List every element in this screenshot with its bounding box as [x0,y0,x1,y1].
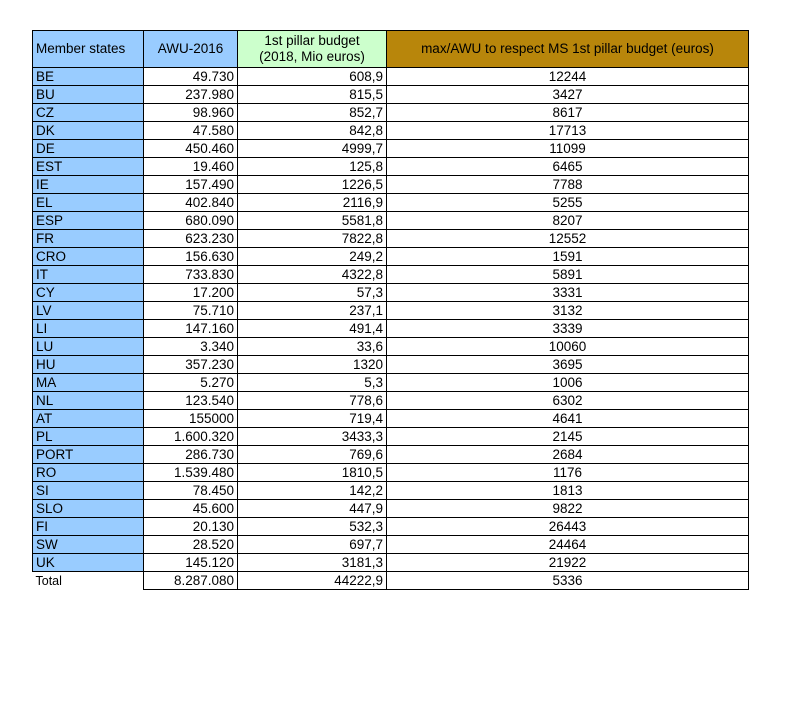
cell-awu: 28.520 [144,536,238,554]
cell-max-per-awu: 2145 [387,428,749,446]
cell-budget: 778,6 [238,392,387,410]
cell-member-state: SLO [33,500,144,518]
cell-member-state: LI [33,320,144,338]
member-states-table [32,30,749,590]
total-max: 5336 [387,572,749,590]
total-awu: 8.287.080 [144,572,238,590]
table-row [33,500,749,518]
cell-budget: 447,9 [238,500,387,518]
table-row [33,68,749,86]
cell-budget: 5581,8 [238,212,387,230]
cell-member-state: CY [33,284,144,302]
cell-max-per-awu: 1176 [387,464,749,482]
table-row [33,122,749,140]
cell-budget: 491,4 [238,320,387,338]
cell-max-per-awu: 4641 [387,410,749,428]
table-row [33,302,749,320]
table-row [33,104,749,122]
cell-awu: 237.980 [144,86,238,104]
cell-awu: 145.120 [144,554,238,572]
cell-member-state: SI [33,482,144,500]
cell-budget: 1810,5 [238,464,387,482]
cell-member-state: AT [33,410,144,428]
cell-max-per-awu: 3695 [387,356,749,374]
cell-budget: 4322,8 [238,266,387,284]
header-max-per-awu: max/AWU to respect MS 1st pillar budget (euros) [387,31,749,68]
cell-max-per-awu: 1813 [387,482,749,500]
cell-budget: 852,7 [238,104,387,122]
cell-awu: 5.270 [144,374,238,392]
cell-budget: 697,7 [238,536,387,554]
cell-awu: 78.450 [144,482,238,500]
cell-budget: 142,2 [238,482,387,500]
cell-max-per-awu: 8617 [387,104,749,122]
cell-budget: 3433,3 [238,428,387,446]
table-row [33,482,749,500]
cell-awu: 402.840 [144,194,238,212]
cell-max-per-awu: 1591 [387,248,749,266]
cell-max-per-awu: 5255 [387,194,749,212]
table-row [33,230,749,248]
table-row [33,140,749,158]
cell-max-per-awu: 12244 [387,68,749,86]
cell-member-state: IT [33,266,144,284]
table-row [33,266,749,284]
cell-budget: 1320 [238,356,387,374]
cell-awu: 1.539.480 [144,464,238,482]
cell-budget: 57,3 [238,284,387,302]
cell-max-per-awu: 1006 [387,374,749,392]
cell-budget: 719,4 [238,410,387,428]
cell-max-per-awu: 6465 [387,158,749,176]
cell-member-state: BU [33,86,144,104]
cell-awu: 45.600 [144,500,238,518]
cell-budget: 769,6 [238,446,387,464]
table-row [33,248,749,266]
cell-awu: 49.730 [144,68,238,86]
cell-max-per-awu: 17713 [387,122,749,140]
cell-awu: 147.160 [144,320,238,338]
table-row [33,446,749,464]
cell-awu: 19.460 [144,158,238,176]
header-budget-line1: 1st pillar budget [264,33,360,48]
cell-member-state: MA [33,374,144,392]
table-row [33,176,749,194]
table-row [33,212,749,230]
cell-budget: 125,8 [238,158,387,176]
cell-member-state: CZ [33,104,144,122]
cell-awu: 1.600.320 [144,428,238,446]
cell-member-state: PORT [33,446,144,464]
cell-budget: 815,5 [238,86,387,104]
cell-max-per-awu: 26443 [387,518,749,536]
cell-member-state: PL [33,428,144,446]
cell-member-state: EL [33,194,144,212]
cell-member-state: SW [33,536,144,554]
table-row [33,518,749,536]
cell-max-per-awu: 3427 [387,86,749,104]
cell-awu: 286.730 [144,446,238,464]
cell-awu: 3.340 [144,338,238,356]
cell-awu: 680.090 [144,212,238,230]
cell-awu: 20.130 [144,518,238,536]
cell-max-per-awu: 5891 [387,266,749,284]
cell-member-state: CRO [33,248,144,266]
cell-max-per-awu: 7788 [387,176,749,194]
table-row [33,338,749,356]
cell-member-state: FR [33,230,144,248]
cell-member-state: LU [33,338,144,356]
cell-max-per-awu: 3331 [387,284,749,302]
cell-max-per-awu: 21922 [387,554,749,572]
cell-budget: 3181,3 [238,554,387,572]
header-first-pillar-budget [238,31,387,68]
cell-member-state: DK [33,122,144,140]
cell-max-per-awu: 9822 [387,500,749,518]
table-row [33,410,749,428]
cell-budget: 33,6 [238,338,387,356]
table-row [33,284,749,302]
total-budget: 44222,9 [238,572,387,590]
cell-awu: 157.490 [144,176,238,194]
cell-awu: 357.230 [144,356,238,374]
cell-member-state: HU [33,356,144,374]
cell-member-state: EST [33,158,144,176]
table-row [33,536,749,554]
cell-awu: 156.630 [144,248,238,266]
cell-budget: 842,8 [238,122,387,140]
table-row [33,392,749,410]
cell-budget: 1226,5 [238,176,387,194]
cell-awu: 98.960 [144,104,238,122]
cell-max-per-awu: 10060 [387,338,749,356]
cell-member-state: BE [33,68,144,86]
cell-member-state: UK [33,554,144,572]
cell-awu: 47.580 [144,122,238,140]
cell-member-state: ESP [33,212,144,230]
table-row [33,158,749,176]
cell-budget: 5,3 [238,374,387,392]
table-row [33,320,749,338]
cell-budget: 7822,8 [238,230,387,248]
table-row [33,356,749,374]
cell-budget: 237,1 [238,302,387,320]
cell-member-state: DE [33,140,144,158]
cell-budget: 249,2 [238,248,387,266]
table-row [33,194,749,212]
cell-awu: 623.230 [144,230,238,248]
cell-max-per-awu: 6302 [387,392,749,410]
table-row [33,86,749,104]
total-row [33,572,749,590]
cell-awu: 123.540 [144,392,238,410]
cell-budget: 608,9 [238,68,387,86]
cell-member-state: IE [33,176,144,194]
header-awu-2016: AWU-2016 [144,31,238,68]
cell-member-state: RO [33,464,144,482]
cell-budget: 2116,9 [238,194,387,212]
cell-member-state: LV [33,302,144,320]
header-budget-line2: (2018, Mio euros) [259,49,365,64]
cell-awu: 75.710 [144,302,238,320]
table-row [33,428,749,446]
total-label: Total [33,572,144,590]
cell-member-state: FI [33,518,144,536]
cell-awu: 450.460 [144,140,238,158]
table-row [33,374,749,392]
cell-awu: 733.830 [144,266,238,284]
cell-max-per-awu: 3339 [387,320,749,338]
table-row [33,554,749,572]
table-body [33,68,749,572]
cell-member-state: NL [33,392,144,410]
table-row [33,464,749,482]
cell-budget: 532,3 [238,518,387,536]
cell-max-per-awu: 24464 [387,536,749,554]
cell-awu: 17.200 [144,284,238,302]
cell-max-per-awu: 12552 [387,230,749,248]
cell-awu: 155000 [144,410,238,428]
header-member-states: Member states [33,31,144,68]
cell-max-per-awu: 2684 [387,446,749,464]
cell-max-per-awu: 8207 [387,212,749,230]
cell-budget: 4999,7 [238,140,387,158]
header-row [33,31,749,68]
cell-max-per-awu: 11099 [387,140,749,158]
cell-max-per-awu: 3132 [387,302,749,320]
